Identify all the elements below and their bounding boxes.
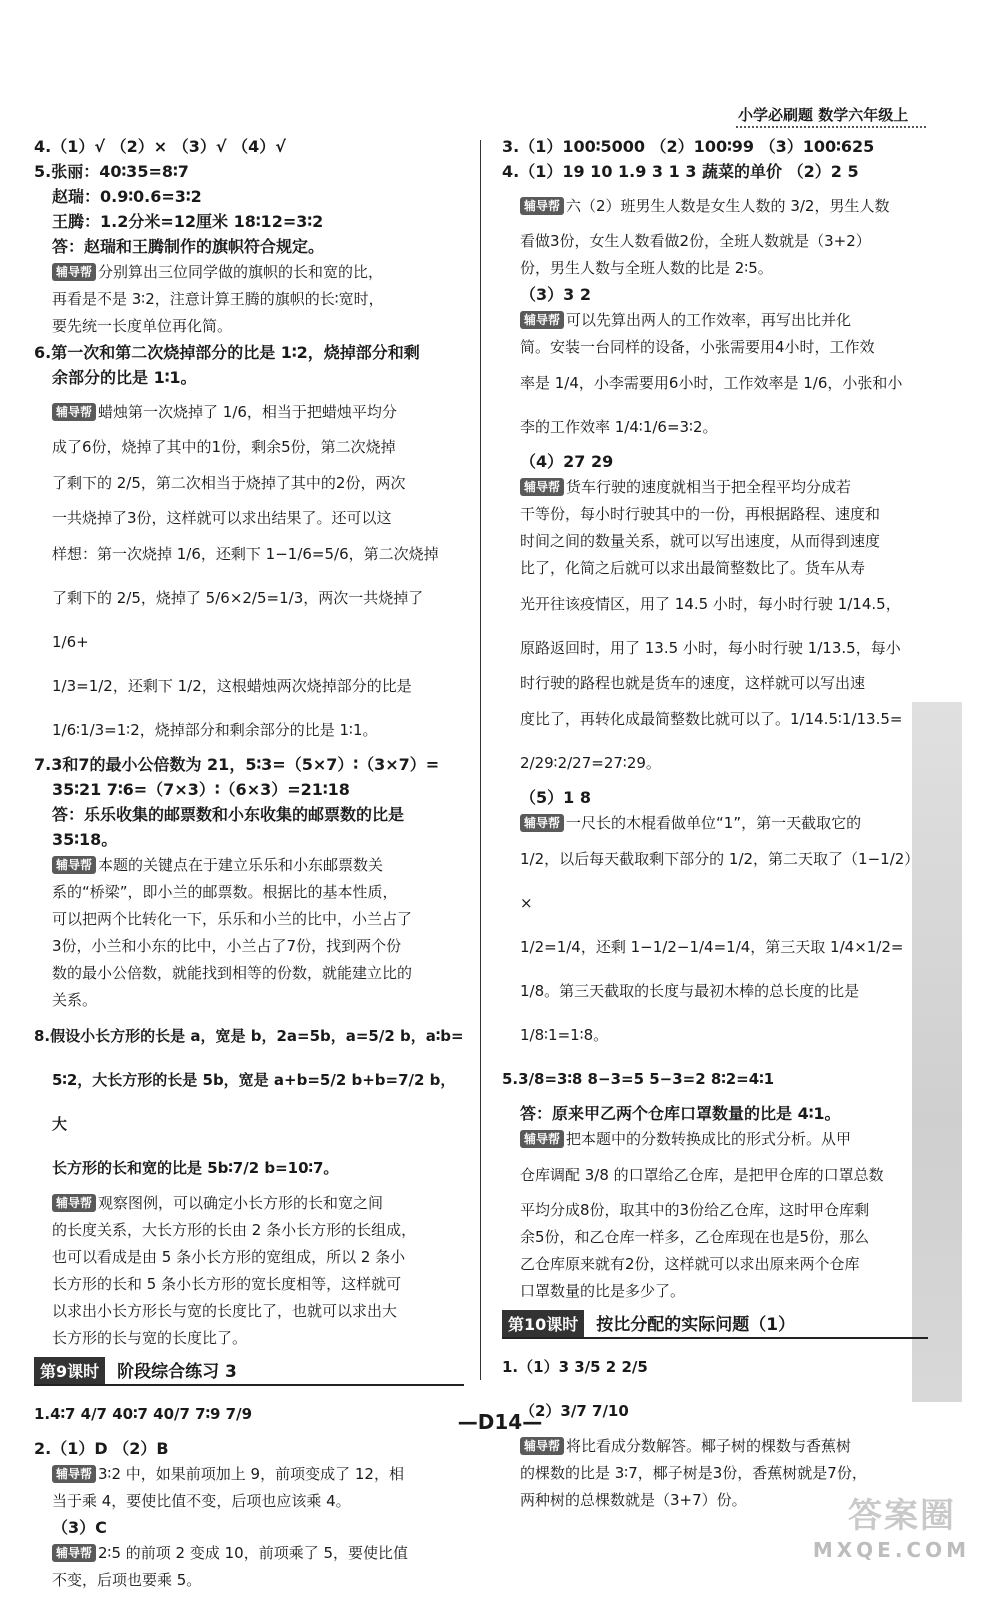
answer-line <box>34 1515 464 1540</box>
answer-line <box>502 969 928 1013</box>
answer-line <box>34 1436 464 1461</box>
line-text: 赵瑞：0.9∶0.6=3∶2 <box>52 187 202 206</box>
answer-line <box>502 307 928 334</box>
answer-line <box>502 925 928 969</box>
line-text: 时间之间的数量关系，就可以写出速度，从而得到速度 <box>520 532 881 550</box>
line-text: 了剩下的 2/5，烧掉了 5/6×2/5=1/3，两次一共烧掉了 1/6+ <box>52 589 424 651</box>
answer-line <box>34 286 464 313</box>
answer-line <box>34 1058 464 1146</box>
line-text: 答：乐乐收集的邮票数和小东收集的邮票数的比是 35∶18。 <box>52 805 405 849</box>
line-text: 分别算出三位同学做的旗帜的长和宽的比， <box>98 263 384 281</box>
answer-line <box>34 664 464 708</box>
tutor-badge: 辅导帮 <box>520 478 564 496</box>
answer-line <box>502 837 928 925</box>
line-text: 7.3和7的最小公倍数为 21，5∶3=（5×7）∶（3×7）= <box>34 755 440 774</box>
line-text: 度比了，再转化成最简整数比就可以了。1/14.5∶1/13.5= <box>520 710 903 728</box>
answer-line <box>34 1014 464 1058</box>
line-text: 4.（1）√ （2）× （3）√ （4）√ <box>34 137 286 156</box>
line-text: 原路返回时，用了 13.5 小时，每小时行驶 1/13.5，每小 <box>520 639 901 657</box>
line-text: 比了，化简之后就可以求出最简整数比了。货车从寿 <box>520 559 866 577</box>
answer-line <box>34 802 464 852</box>
line-text: 的长度关系，大长方形的长由 2 条小长方形的长组成， <box>52 1221 417 1239</box>
line-text: 李的工作效率 1/4∶1/6=3∶2。 <box>520 418 718 436</box>
line-text: 1.（1）3 3/5 2 2/5 <box>502 1358 648 1376</box>
tutor-badge: 辅导帮 <box>520 814 564 832</box>
answer-line <box>34 390 464 434</box>
answer-line <box>502 474 928 501</box>
watermark-url: MXQE.COM <box>812 1538 970 1562</box>
answer-line <box>502 1101 928 1126</box>
answer-line <box>502 255 928 282</box>
answer-line <box>502 1224 928 1251</box>
line-text: 了剩下的 2/5，第二次相当于烧掉了其中的2份，两次 <box>52 474 406 492</box>
line-text: 3份，小兰和小东的比中，小兰占了7份，找到两个份 <box>52 937 402 955</box>
line-text: 率是 1/4，小李需要用6小时，工作效率是 1/6，小张和小 <box>520 374 903 392</box>
answer-line <box>502 1126 928 1153</box>
answer-line <box>34 1271 464 1298</box>
tutor-badge: 辅导帮 <box>52 1194 96 1212</box>
answer-line <box>34 209 464 234</box>
line-text: 系的“桥梁”，即小兰的邮票数。根据比的基本性质， <box>52 883 398 901</box>
line-text: 1.4∶7 4/7 40∶7 40/7 7∶9 7/9 <box>34 1405 253 1423</box>
answer-line <box>502 697 928 741</box>
line-text: 4.（1）19 10 1.9 3 1 3 蔬菜的单价 （2）2 5 <box>502 162 859 181</box>
answer-line <box>502 282 928 307</box>
line-text: 以求出小长方形长与宽的长度比了，也就可以求出大 <box>52 1302 398 1320</box>
line-text: （3）C <box>52 1518 107 1537</box>
answer-line <box>34 777 464 802</box>
answer-line <box>502 501 928 528</box>
watermark-logo: 答案圈 <box>848 1496 956 1536</box>
answer-line <box>34 1540 464 1567</box>
answer-line <box>34 933 464 960</box>
line-text: 长方形的长和宽的比是 5b∶7/2 b=10∶7。 <box>52 1159 339 1177</box>
answer-line <box>502 184 928 228</box>
tutor-badge: 辅导帮 <box>520 1130 564 1148</box>
answer-line <box>34 1325 464 1352</box>
line-text: 1/6∶1/3=1∶2，烧掉部分和剩余部分的比是 1∶1。 <box>52 721 378 739</box>
line-text: 一共烧掉了3份，这样就可以求出结果了。还可以这 <box>52 509 392 527</box>
line-text: 5.张丽：40∶35=8∶7 <box>34 162 189 181</box>
lesson-tag: 第9课时 <box>34 1357 105 1384</box>
line-text: 当于乘 4，要使比值不变，后项也应该乘 4。 <box>52 1492 351 1510</box>
answer-line <box>502 1197 928 1224</box>
answer-line <box>34 1488 464 1515</box>
answer-line <box>502 582 928 626</box>
answer-line <box>502 1251 928 1278</box>
lesson-tag: 第10课时 <box>502 1310 584 1337</box>
line-text: 将比看成分数解答。椰子树的棵数与香蕉树 <box>566 1437 852 1455</box>
answer-line <box>34 134 464 159</box>
answer-line <box>502 741 928 785</box>
line-text: 2∶5 的前项 2 变成 10，前项乘了 5，要使比值 <box>98 1544 409 1562</box>
lesson-title: 阶段综合练习 3 <box>117 1362 237 1382</box>
line-text: 1/8∶1=1∶8。 <box>520 1026 609 1044</box>
column-divider <box>480 140 481 1380</box>
line-text: 要先统一长度单位再化简。 <box>52 317 233 335</box>
answer-line <box>34 576 464 664</box>
answer-line <box>502 810 928 837</box>
line-text: 1/2=1/4，还剩 1−1/2−1/4=1/4，第三天取 1/4×1/2= <box>520 938 904 956</box>
answer-line <box>34 234 464 259</box>
line-text: 3∶2 中，如果前项加上 9，前项变成了 12，相 <box>98 1465 404 1483</box>
answer-line <box>34 259 464 286</box>
line-text: 答：赵瑞和王腾制作的旗帜符合规定。 <box>52 237 325 256</box>
tutor-badge: 辅导帮 <box>52 403 96 421</box>
answer-line <box>34 159 464 184</box>
answer-line <box>502 1057 928 1101</box>
line-text: 8.假设小长方形的长是 a，宽是 b，2a=5b，a=5/2 b，a∶b= <box>34 1027 464 1045</box>
line-text: 1/8。第三天截取的长度与最初木棒的总长度的比是 <box>520 982 860 1000</box>
answer-line <box>502 528 928 555</box>
answer-line <box>502 405 928 449</box>
line-text: 六（2）班男生人数是女生人数的 3/2，男生人数 <box>566 197 890 215</box>
line-text: 乙仓库原来就有2份，这样就可以求出原来两个仓库 <box>520 1255 860 1273</box>
line-text: 王腾：1.2分米=12厘米 18∶12=3∶2 <box>52 212 324 231</box>
answer-line <box>34 461 464 505</box>
line-text: 时行驶的路程也就是货车的速度，这样就可以写出速 <box>520 674 866 692</box>
line-text: 可以把两个比转化一下，乐乐和小兰的比中，小兰占了 <box>52 910 413 928</box>
answer-line <box>34 340 464 365</box>
line-text: 3.（1）100∶5000 （2）100∶99 （3）100∶625 <box>502 137 875 156</box>
line-text: 简。安装一台同样的设备，小张需要用4小时，工作效 <box>520 338 875 356</box>
answer-line <box>34 1244 464 1271</box>
answer-line <box>502 1278 928 1305</box>
answer-line <box>34 752 464 777</box>
line-text: 份，男生人数与全班人数的比是 2∶5。 <box>520 259 773 277</box>
line-text: 5∶2，大长方形的长是 5b，宽是 a+b=5/2 b+b=7/2 b，大 <box>52 1071 456 1133</box>
page-number: —D14— <box>457 1410 543 1434</box>
line-text: 平均分成8份，取其中的3份给乙仓库，这时甲仓库剩 <box>520 1201 870 1219</box>
line-text: 可以先算出两人的工作效率，再写出比并化 <box>566 311 852 329</box>
answer-line <box>502 785 928 810</box>
line-text: 1/2，以后每天截取剩下部分的 1/2，第二天取了（1−1/2）× <box>520 850 920 912</box>
tutor-badge: 辅导帮 <box>520 311 564 329</box>
answer-line <box>34 852 464 879</box>
line-text: 35∶21 7∶6=（7×3）∶（6×3）=21∶18 <box>52 780 350 799</box>
answer-line <box>502 134 928 159</box>
answer-line <box>34 1567 464 1594</box>
answer-line <box>502 361 928 405</box>
answer-line <box>502 1345 928 1389</box>
header-divider <box>736 126 926 128</box>
answer-line <box>502 626 928 670</box>
line-text: 6.第一次和第二次烧掉部分的比是 1∶2，烧掉部分和剩 <box>34 343 420 362</box>
line-text: 长方形的长与宽的长度比了。 <box>52 1329 248 1347</box>
line-text: 答：原来甲乙两个仓库口罩数量的比是 4∶1。 <box>520 1104 841 1123</box>
right-column <box>502 134 928 1514</box>
line-text: 蜡烛第一次烧掉了 1/6，相当于把蜡烛平均分 <box>98 403 397 421</box>
answer-line <box>34 960 464 987</box>
answer-line <box>34 1190 464 1217</box>
line-text: 关系。 <box>52 991 98 1009</box>
line-text: 两种树的总棵数就是（3+7）份。 <box>520 1491 747 1509</box>
line-text: 把本题中的分数转换成比的形式分析。从甲 <box>566 1130 852 1148</box>
tutor-badge: 辅导帮 <box>52 1465 96 1483</box>
answer-line <box>502 1153 928 1197</box>
answer-line <box>34 505 464 532</box>
line-text: 一尺长的木棍看做单位“1”，第一天截取它的 <box>566 814 862 832</box>
line-text: （5）1 8 <box>520 788 591 807</box>
line-text: （2）3/7 7/10 <box>520 1402 629 1420</box>
line-text: 余部分的比是 1∶1。 <box>52 368 197 387</box>
answer-line <box>502 159 928 184</box>
tutor-badge: 辅导帮 <box>520 1437 564 1455</box>
answer-line <box>502 1433 928 1460</box>
answer-line <box>502 449 928 474</box>
left-column <box>34 134 464 1594</box>
answer-line <box>502 1460 928 1487</box>
tutor-badge: 辅导帮 <box>52 263 96 281</box>
line-text: （4）27 29 <box>520 452 614 471</box>
line-text: 不变，后项也要乘 5。 <box>52 1571 202 1589</box>
tutor-badge: 辅导帮 <box>520 197 564 215</box>
answer-line <box>34 879 464 906</box>
answer-line <box>34 313 464 340</box>
lesson-title: 按比分配的实际问题（1） <box>596 1315 796 1335</box>
line-text: 成了6份，烧掉了其中的1份，剩余5份，第二次烧掉 <box>52 438 396 456</box>
answer-line <box>34 365 464 390</box>
answer-line <box>502 555 928 582</box>
answer-line <box>34 434 464 461</box>
line-text: 样想：第一次烧掉 1/6，还剩下 1−1/6=5/6，第二次烧掉 <box>52 545 439 563</box>
answer-line <box>34 1298 464 1325</box>
line-text: 货车行驶的速度就相当于把全程平均分成若 <box>566 478 852 496</box>
answer-line <box>34 906 464 933</box>
answer-line <box>34 1461 464 1488</box>
lesson-heading <box>34 1356 464 1386</box>
answer-line <box>502 1013 928 1057</box>
answer-line <box>34 1217 464 1244</box>
line-text: 再看是不是 3∶2，注意计算王腾的旗帜的长∶宽时， <box>52 290 384 308</box>
answer-line <box>502 228 928 255</box>
line-text: 5.3/8=3∶8 8−3=5 5−3=2 8∶2=4∶1 <box>502 1070 775 1088</box>
line-text: 干等份，每小时行驶其中的一份，再根据路程、速度和 <box>520 505 881 523</box>
line-text: 口罩数量的比是多少了。 <box>520 1282 686 1300</box>
line-text: 本题的关键点在于建立乐乐和小东邮票数关 <box>98 856 384 874</box>
line-text: 1/3=1/2，还剩下 1/2，这根蜡烛两次烧掉部分的比是 <box>52 677 412 695</box>
answer-line <box>34 1146 464 1190</box>
line-text: 看做3份，女生人数看做2份，全班人数就是（3+2） <box>520 232 871 250</box>
answer-line <box>34 987 464 1014</box>
line-text: 的棵数的比是 3∶7，椰子树是3份，香蕉树就是7份， <box>520 1464 867 1482</box>
line-text: 2/29∶2/27=27∶29。 <box>520 754 661 772</box>
line-text: 余5份，和乙仓库一样多，乙仓库现在也是5份，那么 <box>520 1228 870 1246</box>
line-text: 观察图例，可以确定小长方形的长和宽之间 <box>98 1194 384 1212</box>
line-text: 光开往该疫情区，用了 14.5 小时，每小时行驶 1/14.5， <box>520 595 901 613</box>
answer-line <box>34 532 464 576</box>
line-text: 数的最小公倍数，就能找到相等的份数，就能建立比的 <box>52 964 413 982</box>
line-text: （3）3 2 <box>520 285 591 304</box>
line-text: 仓库调配 3/8 的口罩给乙仓库，是把甲仓库的口罩总数 <box>520 1166 884 1184</box>
answer-line <box>502 670 928 697</box>
lesson-heading <box>502 1309 928 1339</box>
answer-line <box>34 184 464 209</box>
tutor-badge: 辅导帮 <box>52 856 96 874</box>
line-text: 长方形的长和 5 条小长方形的宽长度相等，这样就可 <box>52 1275 402 1293</box>
answer-line <box>502 334 928 361</box>
answer-line <box>34 708 464 752</box>
line-text: 2.（1）D （2）B <box>34 1439 169 1458</box>
line-text: 也可以看成是由 5 条小长方形的宽组成，所以 2 条小 <box>52 1248 406 1266</box>
page-header: 小学必刷题 数学六年级上 <box>738 106 909 124</box>
tutor-badge: 辅导帮 <box>52 1544 96 1562</box>
